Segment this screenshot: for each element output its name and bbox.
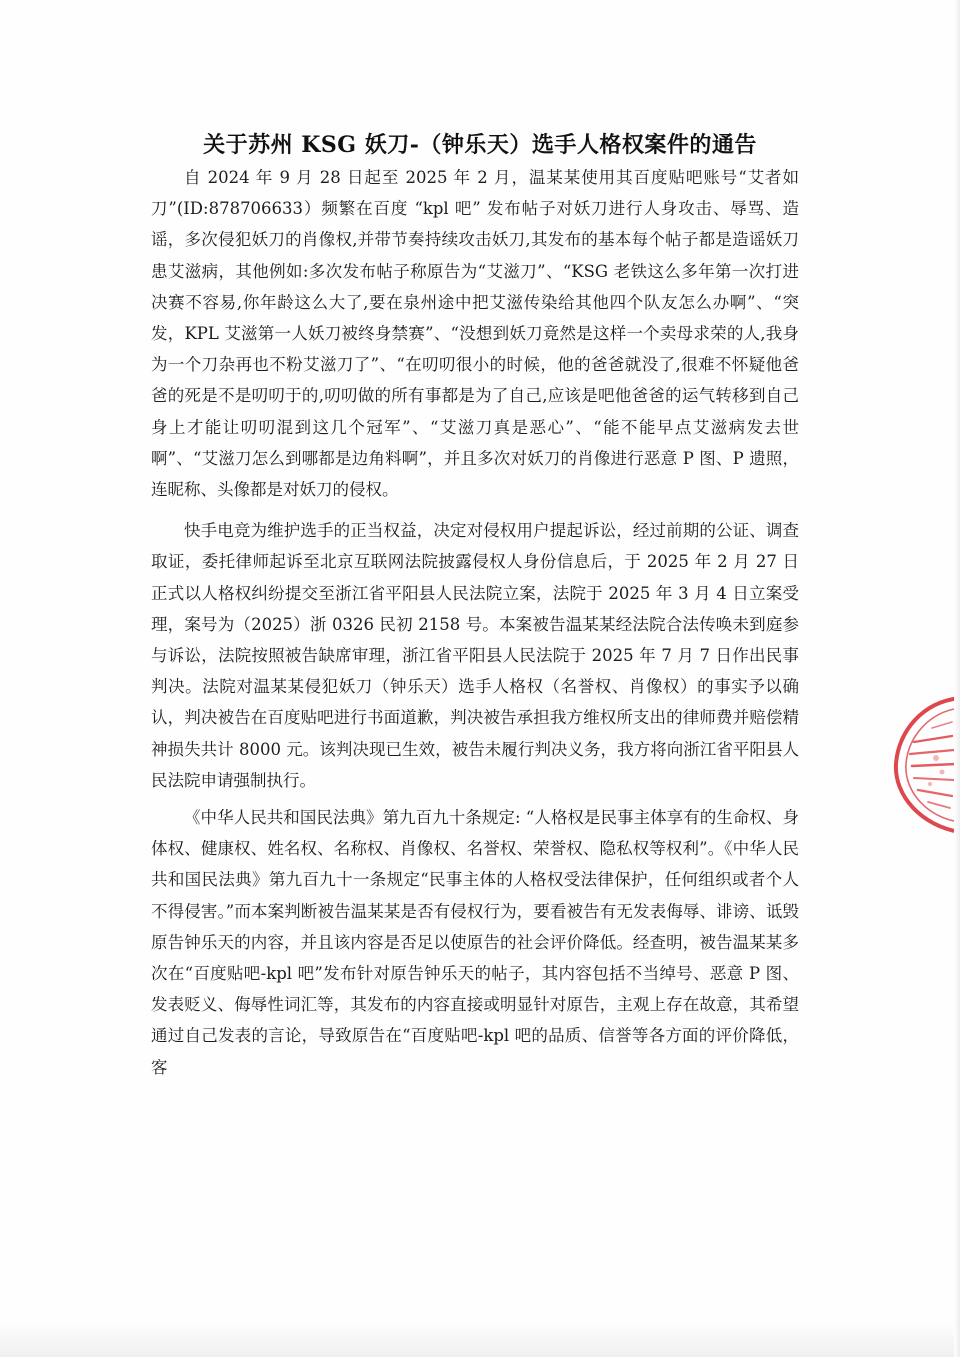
paragraph-1: 自 2024 年 9 月 28 日起至 2025 年 2 月，温某某使用其百度贴吧账号“艾者如刀”(ID:878706633）频繁在百度 “kpl 吧” 发布帖子对妖刀进行人身攻击、辱骂、造谣，多次侵犯妖刀的肖像权,并带节奏持续攻击妖刀,其发布的基本每个帖子都是造谣妖刀患艾滋病，其他例如:多次发布帖子称原告为“艾滋刀”、“KSG 老铁这么多年第一次打进决赛不容易,你年龄这么大了,要在泉州途中把艾滋传染给其他四个队友怎么办啊”、“突发，KPL 艾滋第一人妖刀被终身禁赛”、“没想到妖刀竟然是这样一个卖母求荣的人,我身为一个刀杂再也不粉艾滋刀了”、“在叨叨很小的时候，他的爸爸就没了,很难不怀疑他爸爸的死是不是叨叨于的,叨叨做的所有事都是为了自己,应该是吧他爸爸的运气转移到自己身上才能让叨叨混到这几个冠军”、“艾滋刀真是恶心”、“能不能早点艾滋病发去世啊”、“艾滋刀怎么到哪都是边角料啊”，并且多次对妖刀的肖像进行恶意 P 图、P 遗照，连昵称、头像都是对妖刀的侵权。 [151,168,799,500]
paragraph-3: 《中华人民共和国民法典》第九百九十条规定: “人格权是民事主体享有的生命权、身体权、健康权、姓名权、名称权、肖像权、名誉权、荣誉权、隐私权等权利”。《中华人民共和国民法典》第九百九十一条规定“民事主体的人格权受法律保护，任何组织或者个人不得侵害。”而本案判断被告温某某是否有侵权行为，要看被告有无发表侮辱、诽谤、诋毁原告钟乐天的内容，并且该内容是否足以使原告的社会评价降低。经查明，被告温某某多次在“百度贴吧-kpl 吧”发布针对原告钟乐天的帖子，其内容包括不当绰号、恶意 P 图、发表贬义、侮辱性词汇等，其发布的内容直接或明显针对原告，主观上存在故意，其希望通过自己发表的言论，导致原告在“百度贴吧-kpl 吧的品质、信誉等各方面的评价降低，客 [151,808,799,1077]
official-seal-icon [892,692,960,837]
seal-fragment-icon [892,692,960,837]
page-bottom-edge [0,1318,960,1357]
page-right-edge [954,0,960,1357]
document-title: 关于苏州 KSG 妖刀-（钟乐天）选手人格权案件的通告 [203,132,757,158]
document-body [151,162,799,1083]
paragraph-2: 快手电竞为维护选手的正当权益，决定对侵权用户提起诉讼，经过前期的公证、调查取证，委托律师起诉至北京互联网法院披露侵权人身份信息后，于 2025 年 2 月 27 日正式以人格权纠纷提交至浙江省平阳县人民法院立案，法院于 2025 年 3 月 4 日立案受理，案号为（2025）浙 0326 民初 2158 号。本案被告温某某经法院合法传唤未到庭参与诉讼，法院按照被告缺席审理，浙江省平阳县人民法院于 2025 年 7 月 7 日作出民事判决。法院对温某某侵犯妖刀（钟乐天）选手人格权（名誉权、肖像权）的事实予以确认，判决被告在百度贴吧进行书面道歉，判决被告承担我方维权所支出的律师费并赔偿精神损失共计 8000 元。该判决现已生效，被告未履行判决义务，我方将向浙江省平阳县人民法院申请强制执行。 [151,521,799,790]
